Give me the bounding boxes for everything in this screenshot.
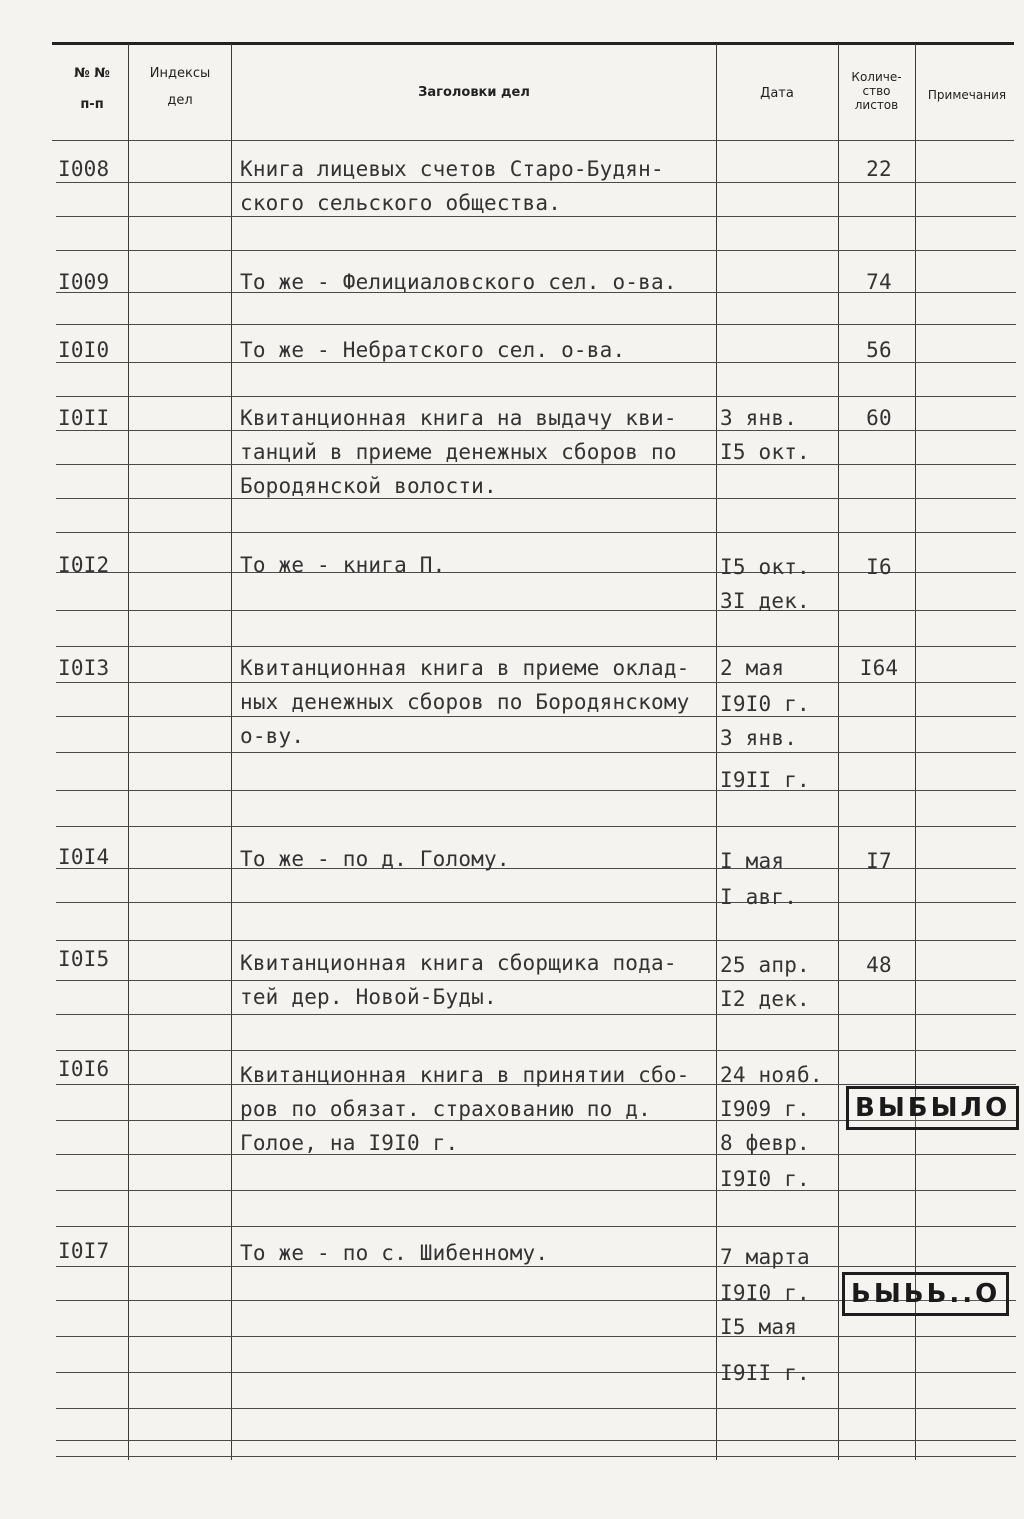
entry-number: I0I5	[58, 947, 110, 971]
entry-title-line: То же - книга П.	[240, 553, 446, 577]
entry-date: I909 г.	[720, 1097, 810, 1121]
entry-title-line: Квитанционная книга в приеме оклад-	[240, 656, 690, 680]
entry-date: I9II г.	[720, 768, 810, 792]
row-rule	[56, 1014, 1016, 1015]
entry-title-line: Книга лицевых счетов Старо-Будян-	[240, 157, 664, 181]
row-rule	[56, 532, 1016, 533]
entry-title-line: танций в приеме денежных сборов по	[240, 440, 677, 464]
withdrawn-stamp: ВЫБЫЛО	[846, 1086, 1019, 1130]
header-num	[58, 66, 126, 112]
row-rule	[56, 610, 1016, 611]
row-rule	[56, 1456, 1016, 1457]
entry-date: I5 окт.	[720, 440, 810, 464]
row-rule	[56, 1154, 1016, 1155]
entry-title-line: Квитанционная книга на выдачу кви-	[240, 406, 677, 430]
entry-sheet-count: 74	[866, 270, 892, 294]
entry-sheet-count: I7	[866, 849, 892, 873]
entry-number: I0I7	[58, 1239, 110, 1263]
entry-number: I0I3	[58, 656, 110, 680]
row-rule	[56, 940, 1016, 941]
entry-date: 3 янв.	[720, 406, 798, 430]
header-count-line3: листов	[854, 98, 899, 112]
row-rule	[56, 646, 1016, 647]
entry-date: I9I0 г.	[720, 1167, 810, 1191]
header-date: Дата	[760, 86, 794, 101]
entry-date: 3I дек.	[720, 589, 810, 613]
header-index-line2: дел	[167, 93, 193, 108]
entry-sheet-count: 22	[866, 157, 892, 181]
entry-date: I9I0 г.	[720, 692, 810, 716]
row-rule	[56, 498, 1016, 499]
row-rule	[56, 752, 1016, 753]
entry-title-line: То же - Небратского сел. о-ва.	[240, 338, 626, 362]
entry-title-line: ров по обязат. страхованию по д.	[240, 1097, 651, 1121]
row-rule	[56, 790, 1016, 791]
entry-sheet-count: 56	[866, 338, 892, 362]
row-rule	[56, 1408, 1016, 1409]
entry-sheet-count: 60	[866, 406, 892, 430]
header-num-line1: № №	[74, 66, 110, 81]
entry-date: 2 мая	[720, 656, 785, 680]
header-count-line2: ство	[862, 84, 891, 98]
entry-date: I авг.	[720, 885, 798, 909]
entry-sheet-count: I6	[866, 555, 892, 579]
entry-title-line: Бородянской волости.	[240, 474, 497, 498]
row-rule	[56, 1190, 1016, 1191]
entry-title-line: Квитанционная книга сборщика пода-	[240, 951, 677, 975]
entry-date: 3 янв.	[720, 726, 798, 750]
entry-number: I0I0	[58, 338, 110, 362]
header-index-line1: Индексы	[149, 66, 211, 81]
row-rule	[56, 1050, 1016, 1051]
entry-date: I мая	[720, 849, 785, 873]
entry-title-line: То же - Фелициаловского сел. о-ва.	[240, 270, 677, 294]
top-rule	[52, 42, 1014, 45]
entry-number: I0I6	[58, 1057, 110, 1081]
header-count	[838, 70, 915, 112]
row-rule	[56, 1336, 1016, 1337]
entry-sheet-count: 48	[866, 953, 892, 977]
row-rule	[56, 250, 1016, 251]
entry-title-line: ных денежных сборов по Бородянскому	[240, 690, 690, 714]
header-count-line1: Количе-	[851, 70, 902, 84]
entry-number: I009	[58, 270, 110, 294]
entry-number: I0I4	[58, 845, 110, 869]
header-num-line2: п-п	[80, 97, 104, 112]
entry-date: I5 окт.	[720, 555, 810, 579]
entry-number: I0I2	[58, 553, 110, 577]
row-rule	[56, 1440, 1016, 1441]
entry-date: I9II г.	[720, 1361, 810, 1385]
header-titles: Заголовки дел	[418, 85, 530, 100]
row-rule	[56, 324, 1016, 325]
entry-title-line: ского сельского общества.	[240, 191, 562, 215]
entry-date: I5 мая	[720, 1315, 798, 1339]
entry-date: 8 февр.	[720, 1131, 810, 1155]
row-rule	[56, 1226, 1016, 1227]
entry-title-line: о-ву.	[240, 724, 305, 748]
row-rule	[56, 826, 1016, 827]
header-bottom-rule	[52, 140, 1014, 141]
entry-date: I9I0 г.	[720, 1281, 810, 1305]
row-rule	[56, 396, 1016, 397]
header-notes: Примечания	[927, 88, 1007, 102]
entry-date: 24 нояб.	[720, 1063, 823, 1087]
row-rule	[56, 1372, 1016, 1373]
entry-sheet-count: I64	[859, 656, 899, 680]
entry-title-line: То же - по д. Голому.	[240, 847, 510, 871]
entry-title-line: Квитанционная книга в принятии сбо-	[240, 1063, 690, 1087]
withdrawn-stamp-faded: ЬЫЬЬ..О	[842, 1272, 1009, 1316]
entry-number: I0II	[58, 406, 110, 430]
row-rule	[56, 902, 1016, 903]
entry-title-line: Голое, на I9I0 г.	[240, 1131, 459, 1155]
entry-date: 7 марта	[720, 1245, 810, 1269]
entry-title-line: То же - по с. Шибенному.	[240, 1241, 549, 1265]
entry-date: I2 дек.	[720, 987, 810, 1011]
header-index	[130, 66, 230, 108]
entry-date: 25 апр.	[720, 953, 810, 977]
entry-title-line: тей дер. Новой-Буды.	[240, 985, 497, 1009]
entry-number: I008	[58, 157, 110, 181]
